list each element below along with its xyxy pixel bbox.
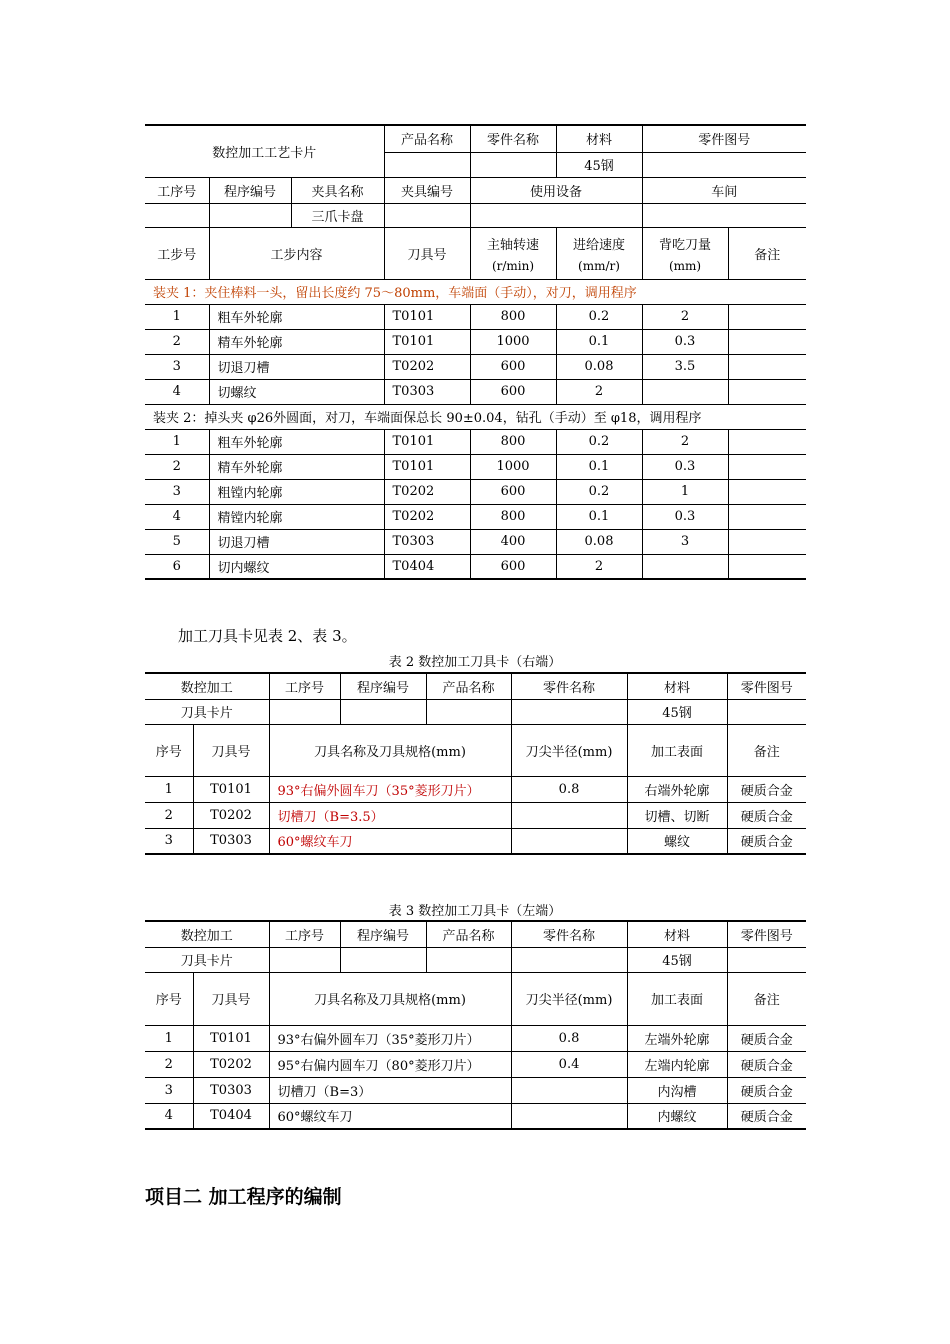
header-surface: 加工表面 — [627, 972, 727, 1025]
tip-radius — [511, 1103, 627, 1129]
header-program: 程序编号 — [209, 177, 291, 203]
tool-number: T0202 — [384, 479, 470, 504]
cut-depth: 3 — [642, 529, 728, 554]
step-number: 1 — [145, 304, 209, 329]
tool-name: 60°螺纹车刀 — [269, 1103, 511, 1129]
tip-radius — [511, 802, 627, 828]
cut-depth — [642, 554, 728, 579]
header-program: 程序编号 — [340, 921, 426, 947]
step-content: 切退刀槽 — [209, 354, 384, 379]
spindle-speed: 600 — [470, 479, 556, 504]
step-note — [728, 429, 806, 454]
spindle-speed: 1000 — [470, 454, 556, 479]
table-row — [145, 504, 806, 529]
feed-rate: 0.2 — [556, 479, 642, 504]
cell-program — [340, 699, 426, 724]
step-note — [728, 529, 806, 554]
header-process: 工序号 — [145, 177, 209, 203]
cell-fixture-name: 三爪卡盘 — [291, 203, 384, 227]
cell-process — [269, 699, 340, 724]
spindle-speed: 800 — [470, 429, 556, 454]
header-speed: 主轴转速 (r/min) — [470, 227, 556, 279]
seq-number: 4 — [145, 1103, 193, 1129]
cut-depth: 0.3 — [642, 329, 728, 354]
tool-note: 硬质合金 — [727, 1103, 806, 1129]
step-number: 3 — [145, 354, 209, 379]
tool-number: T0404 — [193, 1103, 269, 1129]
machined-surface: 左端内轮廓 — [627, 1051, 727, 1077]
tool-name: 93°右偏外圆车刀（35°菱形刀片） — [269, 776, 511, 802]
step-content: 精车外轮廓 — [209, 329, 384, 354]
header-material: 材料 — [556, 125, 642, 152]
cut-depth: 0.3 — [642, 454, 728, 479]
seq-number: 1 — [145, 776, 193, 802]
header-material: 材料 — [627, 921, 727, 947]
cell-drawing — [727, 699, 806, 724]
step-number: 2 — [145, 329, 209, 354]
header-feed: 进给速度 (mm/r) — [556, 227, 642, 279]
toolcard-title-2: 刀具卡片 — [145, 699, 269, 724]
header-tool-name: 刀具名称及刀具规格(mm) — [269, 972, 511, 1025]
feed-rate: 2 — [556, 379, 642, 404]
header-equipment: 使用设备 — [470, 177, 642, 203]
tip-radius: 0.8 — [511, 776, 627, 802]
machined-surface: 右端外轮廓 — [627, 776, 727, 802]
header-drawing: 零件图号 — [642, 125, 806, 152]
tool-number: T0202 — [193, 1051, 269, 1077]
step-note — [728, 379, 806, 404]
clamp-1-text: 装夹 1：夹住棒料一头，留出长度约 75～80mm，车端面（手动），对刀，调用程序 — [145, 279, 806, 304]
step-note — [728, 554, 806, 579]
step-note — [728, 354, 806, 379]
cell-material: 45钢 — [556, 152, 642, 177]
cell-product — [426, 699, 511, 724]
header-radius: 刀尖半径(mm) — [511, 972, 627, 1025]
step-note — [728, 504, 806, 529]
tool-card-right-table — [145, 672, 806, 855]
cut-depth: 0.3 — [642, 504, 728, 529]
tool-number: T0101 — [384, 304, 470, 329]
cut-depth: 1 — [642, 479, 728, 504]
step-number: 5 — [145, 529, 209, 554]
header-surface: 加工表面 — [627, 724, 727, 776]
seq-number: 2 — [145, 802, 193, 828]
tip-radius — [511, 828, 627, 854]
cell-fixture-no — [384, 203, 470, 227]
table-row — [145, 1103, 806, 1129]
tool-note: 硬质合金 — [727, 776, 806, 802]
tool-number: T0202 — [193, 802, 269, 828]
cell-part — [511, 947, 627, 972]
table-row — [145, 1051, 806, 1077]
process-card-table — [145, 124, 806, 580]
toolcard-title-2: 刀具卡片 — [145, 947, 269, 972]
step-number: 1 — [145, 429, 209, 454]
table-row — [145, 354, 806, 379]
spindle-speed: 800 — [470, 304, 556, 329]
cell-process — [269, 947, 340, 972]
toolcard-title-1: 数控加工 — [145, 673, 269, 699]
spindle-speed: 600 — [470, 354, 556, 379]
feed-rate: 0.08 — [556, 529, 642, 554]
feed-rate: 0.2 — [556, 304, 642, 329]
cell-material: 45钢 — [627, 947, 727, 972]
step-content: 切退刀槽 — [209, 529, 384, 554]
table-row — [145, 379, 806, 404]
spindle-speed: 600 — [470, 379, 556, 404]
paragraph-text: 加工刀具卡见表 2、表 3。 — [178, 627, 357, 645]
header-tool: 刀具号 — [193, 972, 269, 1025]
feed-rate: 2 — [556, 554, 642, 579]
toolcard-title-1: 数控加工 — [145, 921, 269, 947]
tool-number: T0101 — [384, 429, 470, 454]
header-step: 工步号 — [145, 227, 209, 279]
cell-part — [470, 152, 556, 177]
header-depth: 背吃刀量 (mm) — [642, 227, 728, 279]
tool-number: T0101 — [384, 454, 470, 479]
tool-name: 切槽刀（B=3） — [269, 1077, 511, 1103]
header-part: 零件名称 — [470, 125, 556, 152]
table3-caption: 表 3 数控加工刀具卡（左端） — [388, 904, 562, 919]
header-tool: 刀具号 — [384, 227, 470, 279]
step-content: 粗车外轮廓 — [209, 304, 384, 329]
table-row — [145, 529, 806, 554]
header-seq: 序号 — [145, 724, 193, 776]
table-row — [145, 1077, 806, 1103]
seq-number: 2 — [145, 1051, 193, 1077]
header-material: 材料 — [627, 673, 727, 699]
seq-number: 3 — [145, 1077, 193, 1103]
feed-rate: 0.08 — [556, 354, 642, 379]
header-product: 产品名称 — [426, 673, 511, 699]
tool-number: T0303 — [384, 529, 470, 554]
header-program: 程序编号 — [340, 673, 426, 699]
cell-product — [384, 152, 470, 177]
cut-depth — [642, 379, 728, 404]
tool-number: T0404 — [384, 554, 470, 579]
cut-depth: 2 — [642, 304, 728, 329]
tool-note: 硬质合金 — [727, 828, 806, 854]
step-note — [728, 304, 806, 329]
cell-part — [511, 699, 627, 724]
tool-note: 硬质合金 — [727, 1051, 806, 1077]
header-content: 工步内容 — [209, 227, 384, 279]
spindle-speed: 400 — [470, 529, 556, 554]
header-tool-name: 刀具名称及刀具规格(mm) — [269, 724, 511, 776]
header-part: 零件名称 — [511, 921, 627, 947]
header-tool: 刀具号 — [193, 724, 269, 776]
spindle-speed: 600 — [470, 554, 556, 579]
tool-note: 硬质合金 — [727, 1025, 806, 1051]
header-fixture-name: 夹具名称 — [291, 177, 384, 203]
cell-product — [426, 947, 511, 972]
table-row — [145, 802, 806, 828]
cell-drawing — [642, 152, 806, 177]
card-title: 数控加工工艺卡片 — [145, 125, 384, 177]
feed-rate: 0.2 — [556, 429, 642, 454]
spindle-speed: 800 — [470, 504, 556, 529]
clamp-2-text: 装夹 2：掉头夹 φ26外圆面，对刀，车端面保总长 90±0.04，钻孔（手动）至 φ18，调用程序 — [145, 404, 806, 429]
tool-number: T0101 — [193, 1025, 269, 1051]
machined-surface: 内螺纹 — [627, 1103, 727, 1129]
section-heading: 项目二 加工程序的编制 — [145, 1186, 342, 1208]
tool-name: 切槽刀（B=3.5） — [269, 802, 511, 828]
cell-workshop — [642, 203, 806, 227]
step-content: 精车外轮廓 — [209, 454, 384, 479]
tip-radius: 0.4 — [511, 1051, 627, 1077]
cell-program — [340, 947, 426, 972]
cut-depth: 2 — [642, 429, 728, 454]
step-number: 2 — [145, 454, 209, 479]
step-content: 精镗内轮廓 — [209, 504, 384, 529]
tool-number: T0303 — [193, 1077, 269, 1103]
step-content: 粗镗内轮廓 — [209, 479, 384, 504]
tool-name: 93°右偏外圆车刀（35°菱形刀片） — [269, 1025, 511, 1051]
tool-card-left-table — [145, 920, 806, 1130]
tip-radius: 0.8 — [511, 1025, 627, 1051]
step-number: 4 — [145, 504, 209, 529]
spindle-speed: 1000 — [470, 329, 556, 354]
header-radius: 刀尖半径(mm) — [511, 724, 627, 776]
step-content: 切内螺纹 — [209, 554, 384, 579]
header-note: 备注 — [727, 972, 806, 1025]
tip-radius — [511, 1077, 627, 1103]
feed-rate: 0.1 — [556, 329, 642, 354]
machined-surface: 螺纹 — [627, 828, 727, 854]
header-note: 备注 — [728, 227, 806, 279]
tool-number: T0202 — [384, 504, 470, 529]
table-row — [145, 304, 806, 329]
table-row — [145, 1025, 806, 1051]
cell-process — [145, 203, 209, 227]
cell-program — [209, 203, 291, 227]
table-row — [145, 329, 806, 354]
machined-surface: 左端外轮廓 — [627, 1025, 727, 1051]
table-row — [145, 554, 806, 579]
step-note — [728, 479, 806, 504]
header-product: 产品名称 — [426, 921, 511, 947]
tool-name: 95°右偏内圆车刀（80°菱形刀片） — [269, 1051, 511, 1077]
table-row — [145, 776, 806, 802]
tool-name: 60°螺纹车刀 — [269, 828, 511, 854]
header-seq: 序号 — [145, 972, 193, 1025]
header-workshop: 车间 — [642, 177, 806, 203]
feed-rate: 0.1 — [556, 454, 642, 479]
machined-surface: 内沟槽 — [627, 1077, 727, 1103]
header-drawing: 零件图号 — [727, 673, 806, 699]
header-process: 工序号 — [269, 921, 340, 947]
tool-number: T0202 — [384, 354, 470, 379]
header-part: 零件名称 — [511, 673, 627, 699]
tool-number: T0303 — [193, 828, 269, 854]
step-note — [728, 454, 806, 479]
tool-number: T0303 — [384, 379, 470, 404]
tool-note: 硬质合金 — [727, 802, 806, 828]
tool-number: T0101 — [384, 329, 470, 354]
table-row — [145, 479, 806, 504]
header-drawing: 零件图号 — [727, 921, 806, 947]
tool-note: 硬质合金 — [727, 1077, 806, 1103]
cell-material: 45钢 — [627, 699, 727, 724]
cell-drawing — [727, 947, 806, 972]
table-row — [145, 429, 806, 454]
machined-surface: 切槽、切断 — [627, 802, 727, 828]
step-content: 切螺纹 — [209, 379, 384, 404]
table2-caption: 表 2 数控加工刀具卡（右端） — [388, 655, 562, 670]
header-process: 工序号 — [269, 673, 340, 699]
step-number: 6 — [145, 554, 209, 579]
step-number: 3 — [145, 479, 209, 504]
step-number: 4 — [145, 379, 209, 404]
step-note — [728, 329, 806, 354]
cell-equipment — [470, 203, 642, 227]
header-product: 产品名称 — [384, 125, 470, 152]
step-content: 粗车外轮廓 — [209, 429, 384, 454]
cut-depth: 3.5 — [642, 354, 728, 379]
tool-number: T0101 — [193, 776, 269, 802]
header-note: 备注 — [727, 724, 806, 776]
header-fixture-no: 夹具编号 — [384, 177, 470, 203]
table-row — [145, 828, 806, 854]
seq-number: 3 — [145, 828, 193, 854]
seq-number: 1 — [145, 1025, 193, 1051]
table-row — [145, 454, 806, 479]
feed-rate: 0.1 — [556, 504, 642, 529]
